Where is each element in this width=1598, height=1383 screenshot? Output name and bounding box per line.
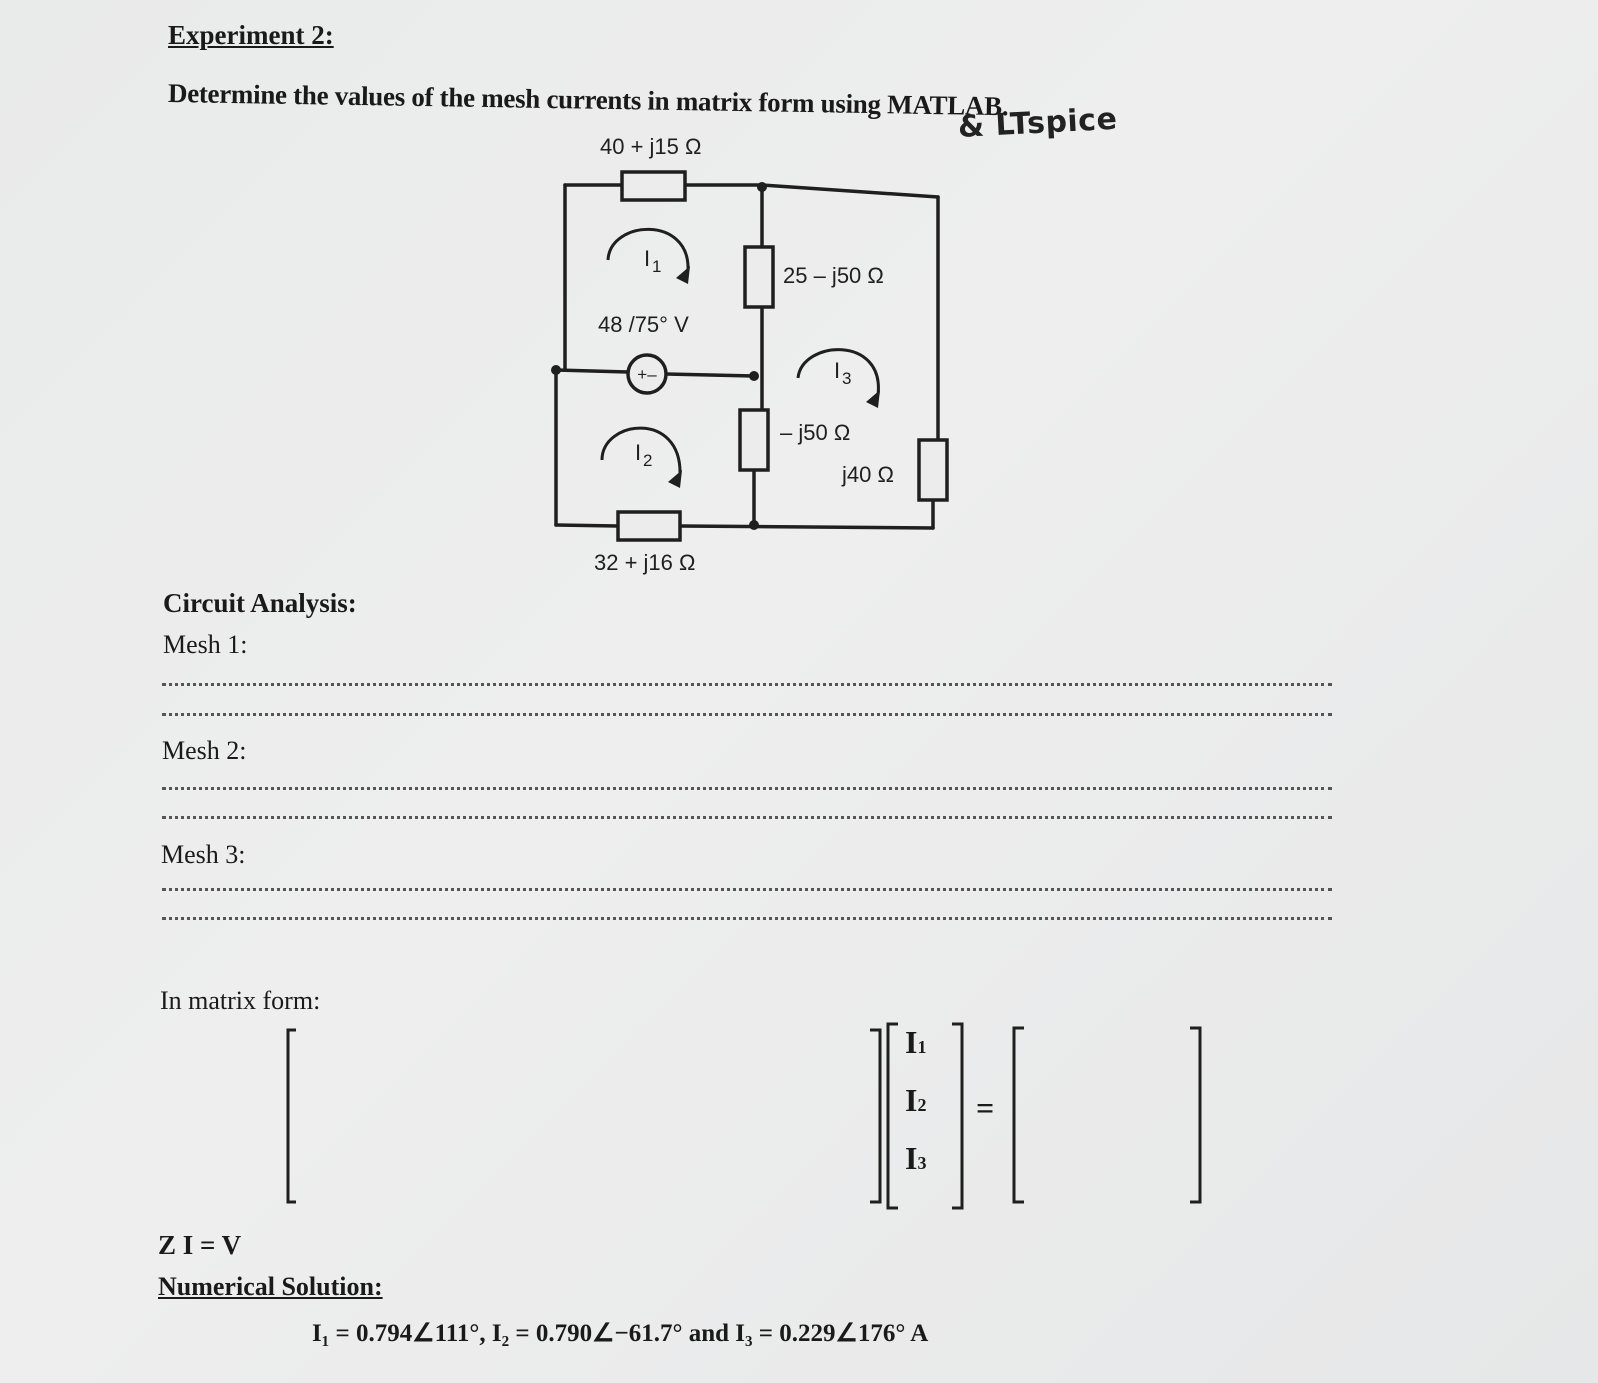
label-right-impedance: j40 Ω	[842, 462, 894, 487]
v-left-bracket	[1014, 1028, 1024, 1202]
impedance-middle-upper	[745, 247, 773, 307]
equals-sign: =	[976, 1090, 995, 1126]
vector-subscript-2: 2	[917, 1095, 927, 1115]
mesh2-line-1	[162, 787, 1332, 790]
vector-subscript-1: 1	[917, 1037, 927, 1057]
mesh2-label: I	[635, 440, 642, 465]
z-right-bracket	[870, 1030, 880, 1202]
mesh1-line-2	[162, 713, 1332, 716]
task-statement: Determine the values of the mesh currents in matrix form using MATLAB.	[167, 78, 1009, 122]
mesh3-label: I	[834, 358, 841, 383]
solution-text: I₁ = 0.794∠111°, I₂ = 0.790∠−61.7° and I₃ = 0.229∠176° A	[312, 1320, 929, 1347]
mesh3-label-text: Mesh 3:	[161, 840, 246, 869]
numerical-solution-heading: Numerical Solution:	[158, 1272, 383, 1301]
vector-subscript-3: 3	[917, 1153, 927, 1173]
i-left-bracket	[888, 1024, 898, 1208]
label-bottom-impedance: 32 + j16 Ω	[594, 550, 696, 575]
mesh3-line-2	[162, 917, 1332, 920]
label-source: 48 /75° V	[598, 312, 689, 337]
vector-entry-2: I	[905, 1082, 918, 1118]
matrix-form-label: In matrix form:	[160, 986, 321, 1015]
matrix-brackets	[280, 1018, 1220, 1218]
mesh3-line-1	[162, 888, 1332, 891]
label-middle-upper-impedance: 25 – j50 Ω	[783, 263, 884, 288]
circuit-diagram	[540, 120, 980, 590]
z-left-bracket	[288, 1030, 296, 1202]
impedance-middle-lower	[740, 410, 768, 470]
v-right-bracket	[1190, 1028, 1200, 1202]
vector-entry-3: I	[905, 1140, 918, 1176]
mesh2-line-2	[162, 816, 1332, 819]
mesh1-line-1	[162, 683, 1332, 686]
current-vector	[905, 1024, 926, 1198]
matrix-equation: Z I = V	[158, 1230, 242, 1260]
experiment-title: Experiment 2:	[168, 20, 334, 50]
handwritten-note: & LTspice	[957, 101, 1119, 145]
mesh3-subscript: 3	[842, 369, 852, 388]
mesh2-label-text: Mesh 2:	[162, 736, 247, 765]
mesh1-label: I	[644, 246, 651, 271]
i-right-bracket	[952, 1024, 962, 1208]
impedance-right	[919, 440, 947, 500]
impedance-bottom	[618, 512, 680, 540]
mesh2-subscript: 2	[643, 451, 653, 470]
circuit-analysis-heading: Circuit Analysis:	[163, 588, 357, 618]
label-middle-lower-impedance: – j50 Ω	[780, 420, 851, 445]
mesh1-subscript: 1	[652, 257, 662, 276]
mesh1-label-text: Mesh 1:	[163, 630, 248, 659]
impedance-top	[622, 172, 685, 200]
source-polarity: +–	[637, 365, 657, 384]
vector-entry-1: I	[905, 1024, 918, 1060]
label-top-impedance: 40 + j15 Ω	[600, 134, 702, 159]
